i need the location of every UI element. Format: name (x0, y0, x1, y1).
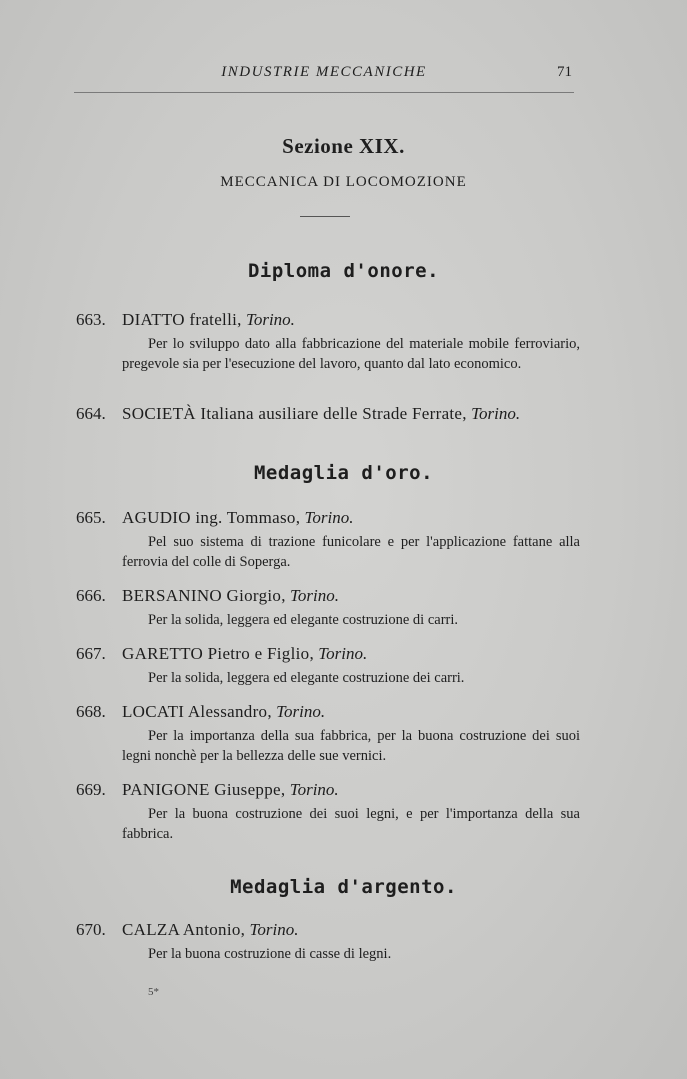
entry-head (76, 508, 580, 528)
entry-head (76, 586, 580, 606)
entry-head (76, 702, 580, 722)
award-heading-medaglia-argento: Medaglia d'argento. (230, 876, 457, 898)
running-head (74, 62, 574, 86)
entry-head (76, 920, 580, 940)
entry-name: SOCIETÀ Italiana ausiliare delle Strade Ferrate, (122, 404, 467, 423)
entry-description: Per la solida, leggera ed elegante costruzione dei carri. (148, 670, 465, 686)
entry-670 (76, 920, 580, 964)
entry-city: Torino. (245, 310, 295, 329)
entry-name: LOCATI Alessandro, (122, 702, 272, 721)
printer-signature: 5* (148, 986, 159, 998)
entry-city: Torino. (318, 644, 368, 663)
entry-669 (76, 780, 580, 844)
entry-number: 664. (76, 404, 106, 423)
entry-description: Per la solida, leggera ed elegante costruzione di carri. (148, 612, 459, 628)
entry-name: GARETTO Pietro e Figlio, (122, 644, 314, 663)
section-title: Sezione XIX. (282, 134, 405, 158)
section-subtitle: MECCANICA DI LOCOMOZIONE (220, 174, 467, 190)
entry-number: 666. (76, 586, 106, 605)
entry-name: BERSANINO Giorgio, (122, 586, 286, 605)
page-number: 71 (557, 64, 572, 80)
entry-number: 668. (76, 702, 106, 721)
entry-description: Per la importanza della sua fabbrica, per la buona costruzione dei suoi legni nonchè per la bellezza delle sue vernici. (122, 728, 580, 764)
entry-description: Per la buona costruzione dei suoi legni, e per l'importanza della sua fabbrica. (122, 806, 580, 842)
entry-name: PANIGONE Giuseppe, (122, 780, 286, 799)
header-rule (74, 92, 574, 93)
running-title: INDUSTRIE MECCANICHE (221, 64, 427, 80)
entry-664 (76, 404, 580, 424)
entry-city: Torino. (304, 508, 354, 527)
entry-city: Torino. (276, 702, 326, 721)
entry-number: 670. (76, 920, 106, 939)
entry-668 (76, 702, 580, 766)
entry-description: Per la buona costruzione di casse di legni. (148, 946, 392, 962)
entry-city: Torino. (290, 586, 339, 605)
entry-665 (76, 508, 580, 572)
entry-city: Torino. (289, 780, 339, 799)
award-heading-diploma: Diploma d'onore. (247, 260, 440, 282)
entry-number: 663. (76, 310, 106, 329)
entry-description: Per lo sviluppo dato alla fabbricazione del materiale mobile ferroviario, pregevole sia per l'esecuzione del lavoro, quanto dal lato economico. (122, 336, 580, 372)
entry-head (76, 310, 580, 330)
entry-city: Torino. (471, 404, 521, 423)
entry-number: 669. (76, 780, 106, 799)
entry-head (76, 404, 580, 424)
entry-667 (76, 644, 580, 688)
section-divider (300, 216, 350, 217)
entry-666 (76, 586, 580, 630)
entry-name: DIATTO fratelli, (122, 310, 242, 329)
entry-name: CALZA Antonio, (122, 920, 246, 939)
entry-description: Pel suo sistema di trazione funicolare e per l'applicazione fattane alla ferrovia del colle di Soperga. (122, 534, 580, 570)
award-heading-medaglia-oro: Medaglia d'oro. (253, 462, 434, 484)
entry-number: 665. (76, 508, 106, 527)
entry-663 (76, 310, 580, 374)
entry-head (76, 644, 580, 664)
entry-name: AGUDIO ing. Tommaso, (122, 508, 301, 527)
entry-number: 667. (76, 644, 106, 663)
entry-head (76, 780, 580, 800)
entry-city: Torino. (249, 920, 299, 939)
